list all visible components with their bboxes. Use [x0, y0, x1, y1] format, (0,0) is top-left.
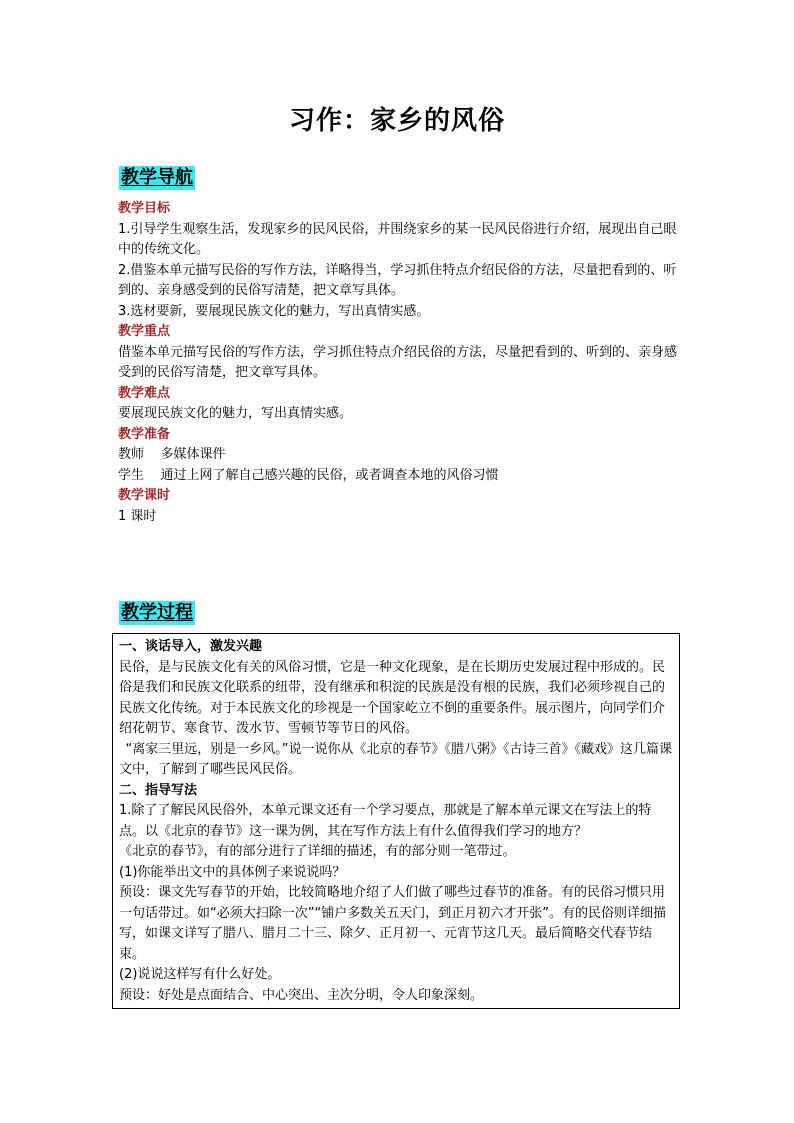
part1-title: 一、谈话导入，激发兴趣: [119, 639, 263, 654]
part1-paragraph: “离家三里远，别是一乡风。”说一说你从《北京的春节》《腊八粥》《古诗三首》《藏戏》这几篇课文中，了解到了哪些民风民俗。: [119, 741, 672, 777]
key-point-text: 借鉴本单元描写民俗的写作方法，学习抓住特点介绍民俗的方法，尽量把看到的、听到的、亲身感受到的民俗写清楚，把文章写具体。: [118, 344, 678, 380]
part2-answer: 预设：好处是点面结合、中心突出、主次分明，令人印象深刻。: [119, 987, 484, 1003]
goal-item: 3.选材要新，要展现民族文化的魅力，写出真情实感。: [118, 303, 430, 319]
section-heading-navigation: 教学导航: [121, 167, 193, 188]
section-heading-process: 教学过程: [121, 602, 193, 623]
goal-item: 1.引导学生观察生活，发现家乡的民风民俗，并围绕家乡的某一民风民俗进行介绍，展现出自己眼中的传统文化。: [118, 221, 677, 257]
goal-item: 2.借鉴本单元描写民俗的写作方法，详略得当，学习抓住特点介绍民俗的方法，尽量把看到的、听到的、亲身感受到的民俗写清楚，把文章写具体。: [118, 262, 677, 298]
preparation-student: 学生 通过上网了解自己感兴趣的民俗，或者调查本地的风俗习惯: [118, 467, 499, 483]
part2-answer: 预设：课文先写春节的开始，比较简略地介绍了人们做了哪些过春节的准备。有的民俗习惯只用一句话带过。如“必须大扫除一次”“铺户多数关五天门，到正月初六才开张”。有的民俗则详细描写，如课文详写了腊八、腊月二十三、除夕、正月初一、元宵节这几天。最后简略交代春节结束。: [119, 885, 666, 962]
part1-paragraph: 民俗，是与民族文化有关的风俗习惯，它是一种文化现象，是在长期历史发展过程中形成的。民俗是我们和民族文化联系的纽带，没有继承和积淀的民族是没有根的民族，我们必须珍视自己的民族文化传统。对于本民族文化的珍视是一个国家屹立不倒的重要条件。展示图片，向同学们介绍花朝节、寒食节、泼水节、雪顿节等节日的风俗。: [119, 659, 666, 736]
part2-paragraph: 1.除了了解民风民俗外，本单元课文还有一个学习要点，那就是了解本单元课文在写法上的特点。以《北京的春节》这一课为例，其在写作方法上有什么值得我们学习的地方？: [119, 803, 652, 839]
part2-title: 二、指导写法: [119, 782, 198, 798]
teaching-process-box: [112, 633, 680, 1009]
class-hours-label: 教学课时: [118, 488, 171, 503]
key-point-label: 教学重点: [118, 324, 171, 339]
page-title: 习作：家乡的风俗: [288, 106, 505, 136]
teaching-navigation-content: [118, 199, 678, 527]
class-hours-text: 1 课时: [118, 508, 157, 524]
preparation-label: 教学准备: [118, 426, 171, 442]
preparation-teacher: 教师 多媒体课件: [118, 447, 226, 462]
goals-label: 教学目标: [118, 201, 171, 216]
difficult-point-text: 要展现民族文化的魅力，写出真情实感。: [118, 406, 353, 421]
part2-question: (2)说说这样写有什么好处。: [119, 967, 281, 982]
part2-question: (1)你能举出文中的具体例子来说说吗？: [119, 864, 346, 880]
part2-paragraph: 《北京的春节》，有的部分进行了详细的描述，有的部分则一笔带过。: [119, 844, 516, 859]
difficult-point-label: 教学难点: [118, 385, 171, 401]
